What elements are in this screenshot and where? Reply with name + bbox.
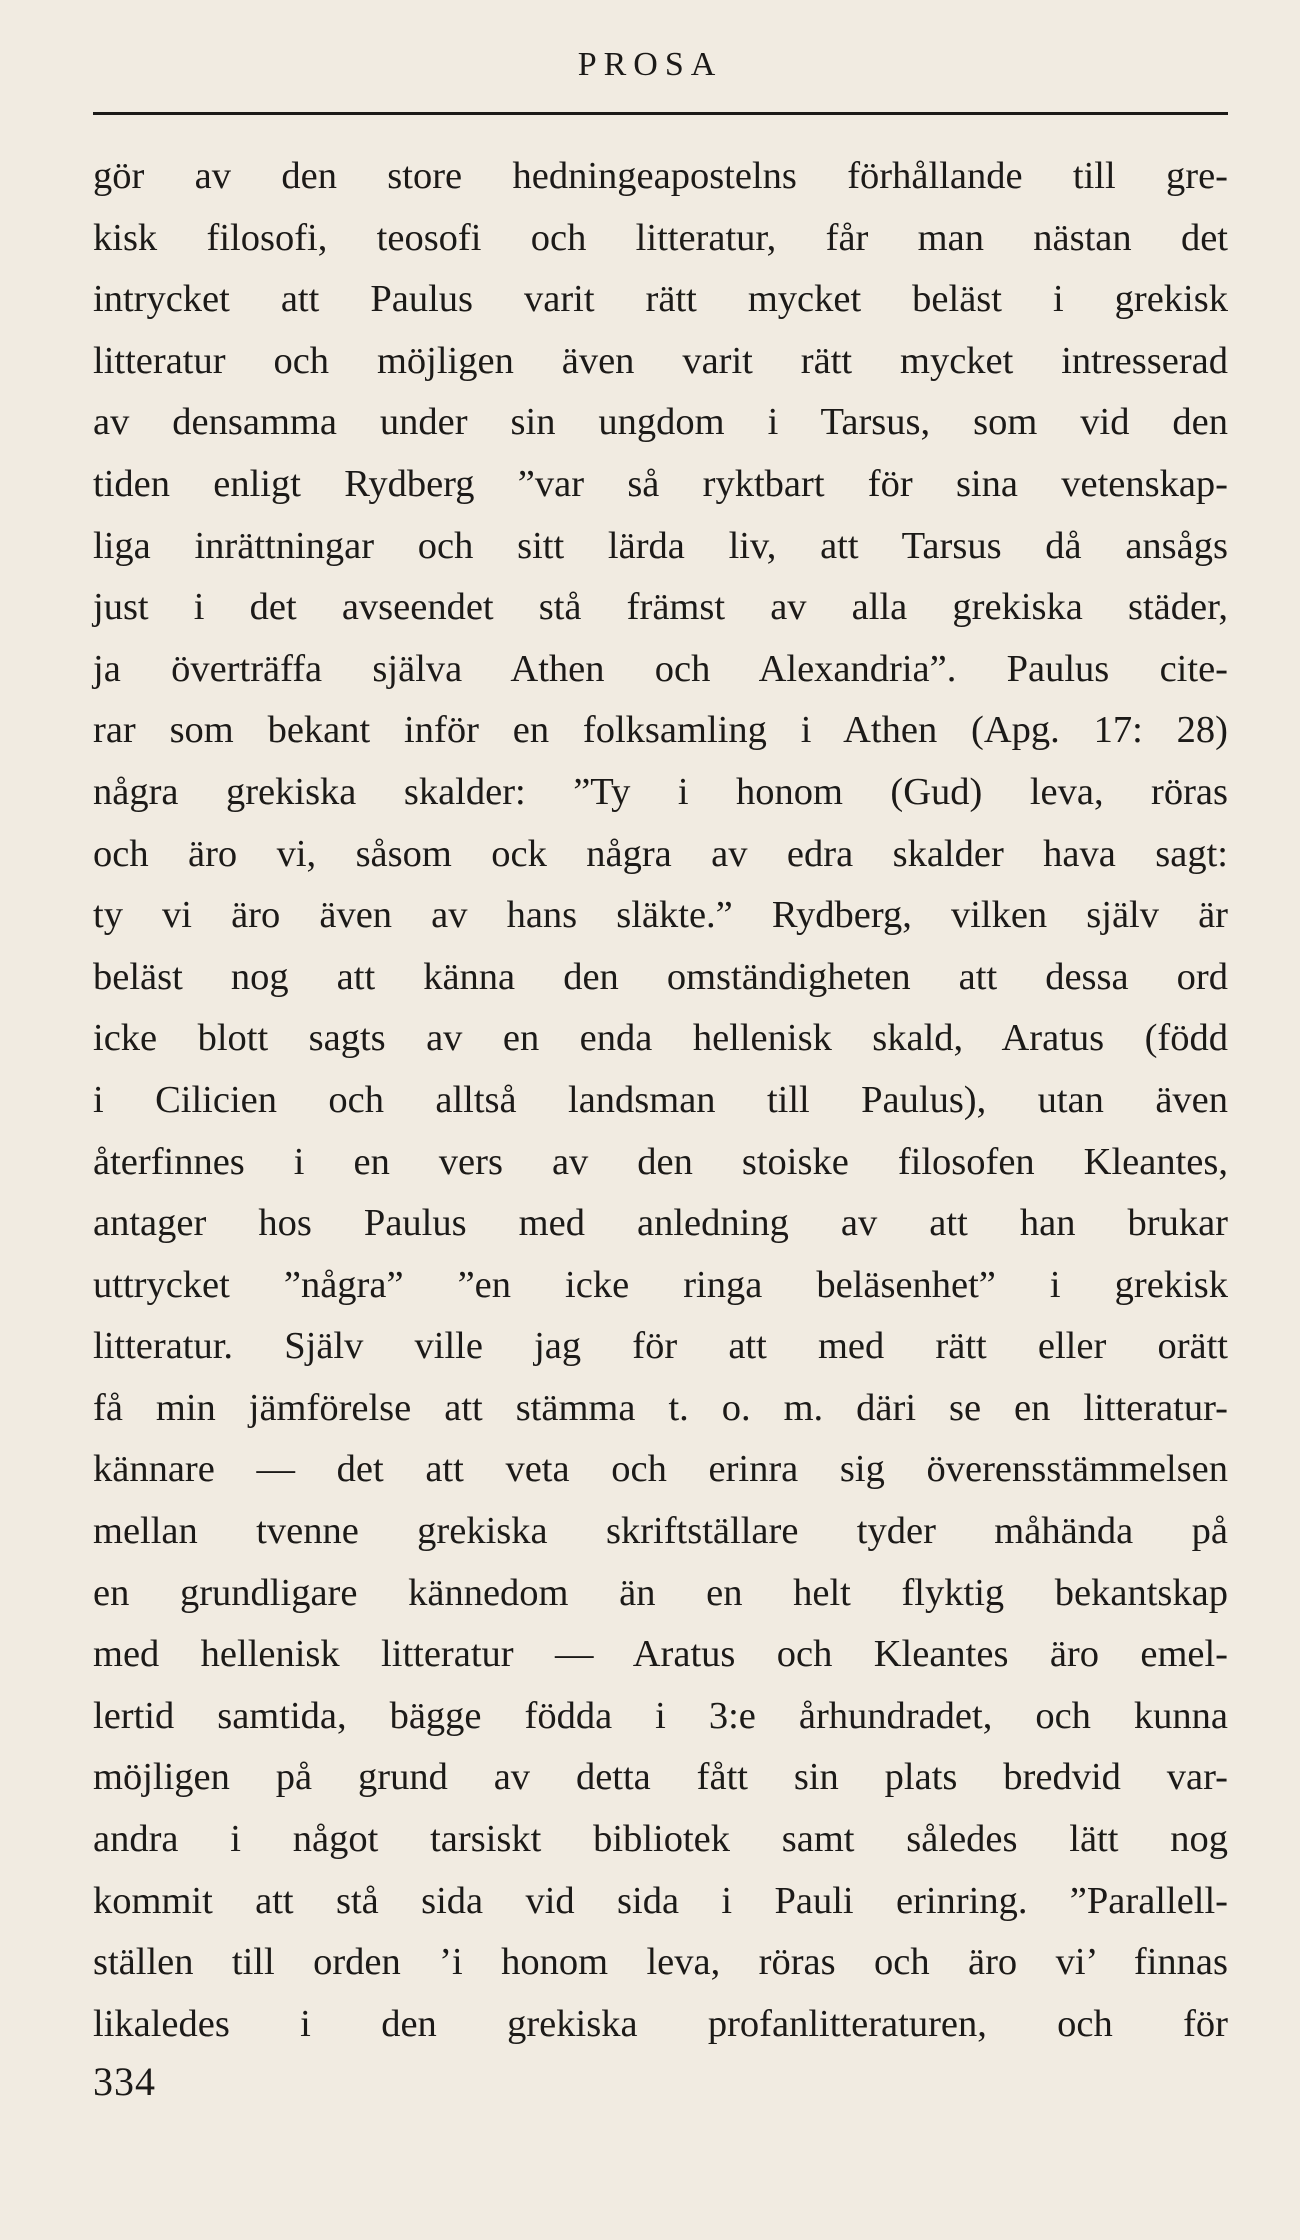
text-line: uttrycket ”några” ”en icke ringa beläsenhet” i grekisk: [93, 1263, 1228, 1306]
body-text: [93, 146, 1228, 2055]
text-line: kommit att stå sida vid sida i Pauli erinring. ”Parallell-: [93, 1879, 1228, 1922]
text-line: litteratur och möjligen även varit rätt mycket intresserad: [93, 339, 1228, 382]
text-line: återfinnes i en vers av den stoiske filosofen Kleantes,: [93, 1140, 1228, 1183]
text-line: av densamma under sin ungdom i Tarsus, som vid den: [93, 401, 1228, 444]
text-line: ty vi äro även av hans släkte.” Rydberg, vilken själv är: [93, 894, 1228, 937]
text-line: möjligen på grund av detta fått sin plats bredvid var-: [93, 1756, 1228, 1799]
text-line: och äro vi, såsom ock några av edra skalder hava sagt:: [93, 832, 1228, 875]
text-line: litteratur. Själv ville jag för att med rätt eller orätt: [93, 1325, 1228, 1368]
page-number: 334: [93, 2059, 156, 2104]
text-line: antager hos Paulus med anledning av att han brukar: [93, 1202, 1228, 1245]
text-line: gör av den store hedningeapostelns förhållande till gre-: [93, 155, 1228, 197]
text-line: en grundligare kännedom än en helt flyktig bekantskap: [93, 1571, 1228, 1614]
text-line: liga inrättningar och sitt lärda liv, att Tarsus då ansågs: [93, 524, 1228, 567]
text-line: mellan tvenne grekiska skriftställare tyder måhända på: [93, 1510, 1228, 1553]
text-line: lertid samtida, bägge födda i 3:e århundradet, och kunna: [93, 1694, 1228, 1737]
text-line: några grekiska skalder: ”Ty i honom (Gud) leva, röras: [93, 770, 1228, 813]
text-line: tiden enligt Rydberg ”var så ryktbart för sina vetenskap-: [93, 462, 1228, 505]
text-line: likaledes i den grekiska profanlitteraturen, och för: [93, 2002, 1228, 2045]
header-rule: [93, 112, 1228, 115]
text-line: kännare — det att veta och erinra sig överensstämmelsen: [93, 1448, 1228, 1491]
text-line: med hellenisk litteratur — Aratus och Kleantes äro emel-: [93, 1633, 1228, 1676]
text-line: intrycket att Paulus varit rätt mycket beläst i grekisk: [93, 278, 1228, 321]
text-line: få min jämförelse att stämma t. o. m. däri se en litteratur-: [93, 1386, 1228, 1429]
text-line: i Cilicien och alltså landsman till Paulus), utan även: [93, 1078, 1228, 1121]
text-line: beläst nog att känna den omständigheten att dessa ord: [93, 955, 1228, 998]
text-line: icke blott sagts av en enda hellenisk skald, Aratus (född: [93, 1017, 1228, 1060]
text-line: kisk filosofi, teosofi och litteratur, får man nästan det: [93, 216, 1228, 259]
text-line: rar som bekant inför en folksamling i Athen (Apg. 17: 28): [93, 709, 1228, 752]
running-head-title: PROSA: [577, 46, 723, 83]
text-line: andra i något tarsiskt bibliotek samt således lätt nog: [93, 1818, 1228, 1861]
text-line: ja överträffa själva Athen och Alexandria”. Paulus cite-: [93, 647, 1228, 690]
text-line: ställen till orden ’i honom leva, röras och äro vi’ finnas: [93, 1941, 1228, 1984]
text-line: just i det avseendet stå främst av alla grekiska städer,: [93, 586, 1228, 629]
